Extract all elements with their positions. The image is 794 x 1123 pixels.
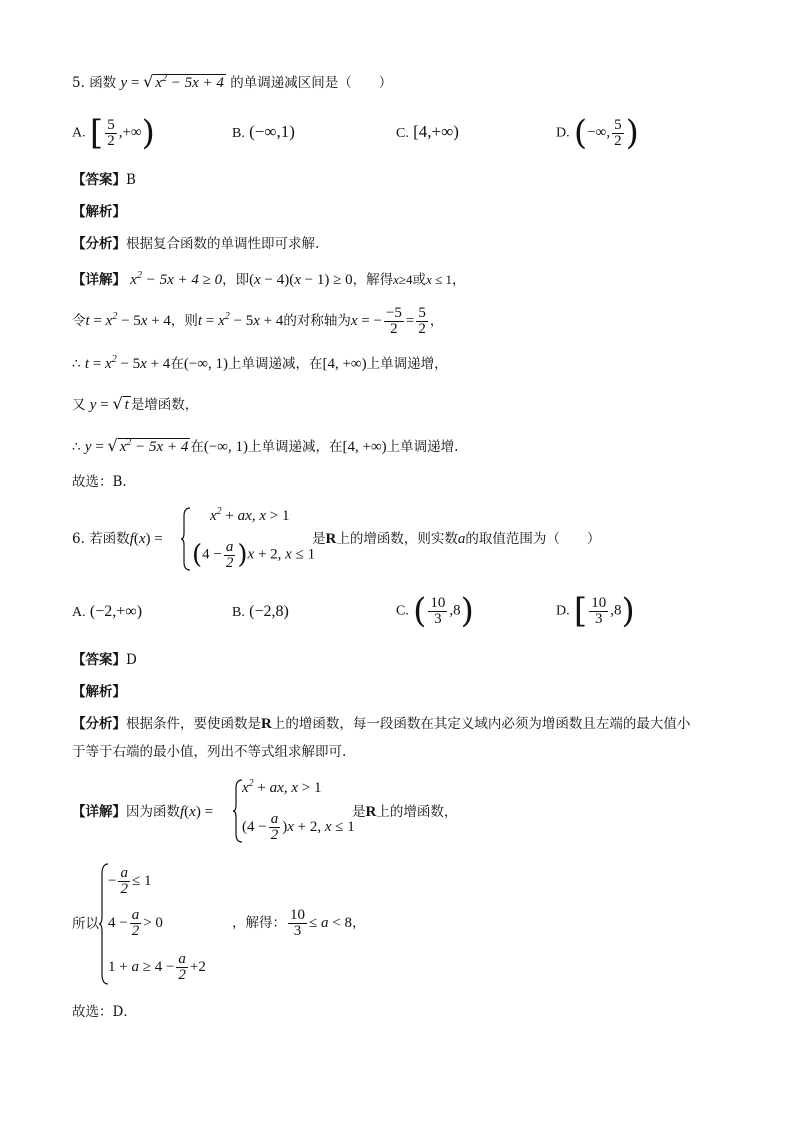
q5-detail-line4: 又 y = √ t 是增函数， (72, 394, 199, 413)
q6-system-ineq-1: − $\frac{a}{2}$ ≤ 1 (108, 865, 152, 897)
q6-pick: 故选：D． (72, 1004, 137, 1020)
q6-option-b[interactable]: B. (−2,8) (232, 603, 289, 620)
q6-solution: ，解得： $\frac{10}{3}$ ≤ a < 8， (232, 907, 366, 939)
q5-detail-line2: 令$t = x^2 - 5x + 4$，则$t = x^2 - 5x + 4$的对称轴为x = − $\frac{-5}{2}$ = $\frac{5}{2}$ ， (72, 305, 444, 337)
q5-option-b[interactable]: B. (−∞,1) (232, 122, 295, 141)
q5-option-a[interactable]: A. [ $\frac{5}{2}$ ,+∞) (72, 113, 155, 153)
q6-stem-tail: 是R上的增函数，则实数a的取值范围为（ ） (312, 531, 601, 547)
q6-option-d[interactable]: D. [ $\frac{10}{3}$ ,8) (556, 591, 635, 631)
q5-fenxi: 【分析】根据复合函数的单调性即可求解. (72, 236, 320, 252)
q5-number: 5. (72, 75, 85, 91)
q6-detail-case-1: $x^2$ + ax, x > 1 (242, 778, 322, 796)
q5-answer: 【答案】B (72, 172, 136, 188)
q6-fenxi: 【分析】根据条件，要使函数是R上的增函数，每一段函数在其定义域内必须为增函数且左端的最大值小 (72, 716, 691, 732)
q6-detail-case-2: (4 − $\frac{a}{2}$ )x + 2, x ≤ 1 (242, 811, 355, 843)
q5-option-c[interactable]: C. [4,+∞) (396, 122, 459, 141)
q6-stem: 6. 若函数f(x) = (72, 531, 163, 547)
q6-suoyi: 所以 (72, 916, 99, 932)
q6-option-a[interactable]: A. (−2,+∞) (72, 603, 143, 620)
q6-answer: 【答案】D (72, 652, 137, 668)
q6-detail-line1: 【详解】因为函数f(x) = (72, 804, 214, 820)
q5-detail-line5: ∴ y = √ $x^2 - 5x + 4$ 在(−∞, 1)上单调递减，在[4, +∞)上单调递增. (72, 436, 459, 455)
q6-fenxi-cont: 于等于右端的最小值，列出不等式组求解即可. (72, 744, 347, 760)
q5-stem: 5. 函数 y = √ $x^2 - 5x + 4$ 的单调递减区间是（ ） (72, 72, 393, 91)
q5-detail-line1: 【详解】 $x^2 - 5x + 4 \ge 0$，即(x − 4)(x − 1) ≥ 0，解得x≥4或x ≤ 1， (72, 270, 466, 288)
q6-number: 6. (72, 531, 85, 547)
q6-system-ineq-2: 4 − $\frac{a}{2}$ > 0 (108, 907, 163, 939)
q5-function: y (120, 75, 128, 91)
q5-detail-line3: ∴ $t = x^2 - 5x + 4$在(−∞, 1)上单调递减，在[4, +∞)上单调递增， (72, 354, 448, 372)
q5-answer-value: B (126, 172, 136, 188)
q6-analysis-heading: 【解析】 (72, 684, 126, 700)
q6-detail-line1-tail: 是R上的增函数， (352, 804, 458, 820)
q6-case-2: (4 − $\frac{a}{2}$ )x + 2, x ≤ 1 (192, 538, 316, 571)
q6-answer-value: D (126, 652, 137, 668)
q6-option-c[interactable]: C. ( $\frac{10}{3}$ ,8) (396, 591, 474, 631)
q5-option-d[interactable]: D. (−∞, $\frac{5}{2}$ ) (556, 113, 639, 153)
q6-system-ineq-3: 1 + a ≥ 4 − $\frac{a}{2}$ +2 (108, 951, 206, 983)
q6-case-1: $x^2$ + ax, x > 1 (210, 506, 290, 524)
q5-pick: 故选：B. (72, 474, 127, 490)
q6-piecewise-brace (180, 506, 192, 572)
q5-analysis-heading: 【解析】 (72, 204, 126, 220)
